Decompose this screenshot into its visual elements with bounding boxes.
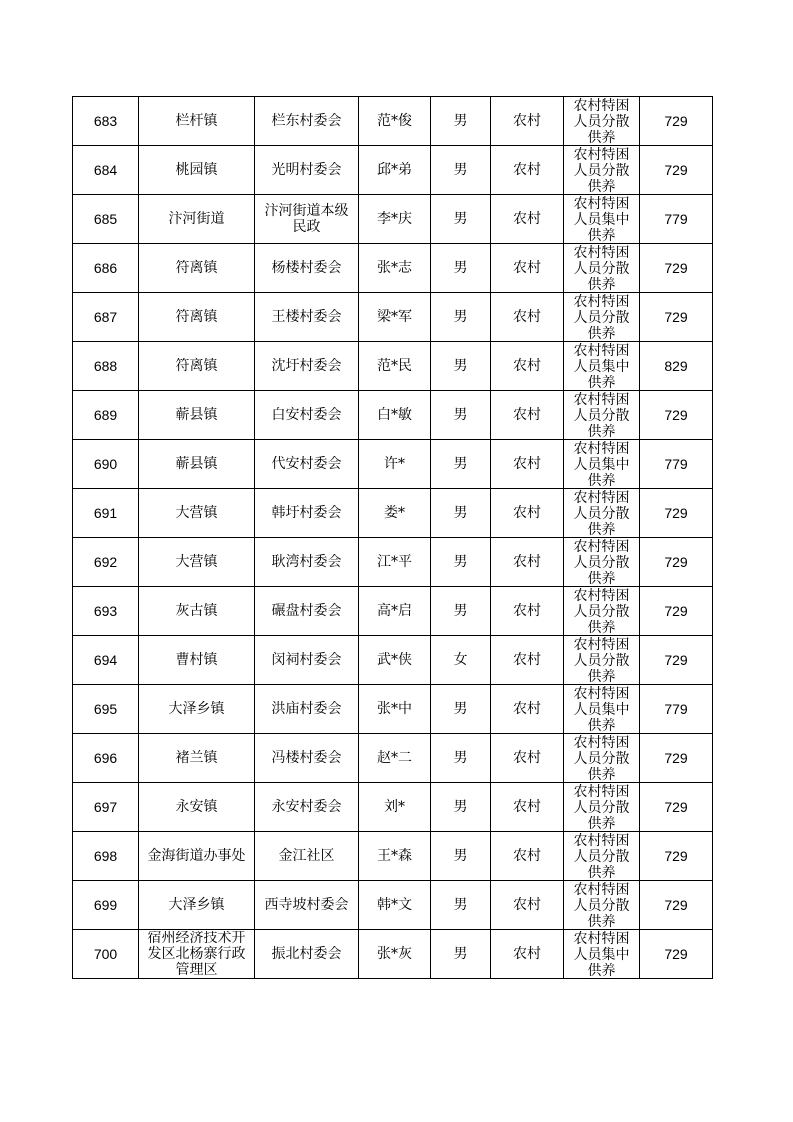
cell-village-committee-text: 韩圩村委会 [271, 505, 342, 521]
cell-support-type-text: 农村特困人员分散供养 [573, 734, 630, 782]
cell-support-type-text: 农村特困人员集中供养 [573, 342, 630, 390]
cell-person-name: 许* [359, 440, 431, 489]
cell-village-committee [255, 881, 359, 930]
cell-township [139, 342, 255, 391]
cell-support-type [564, 636, 640, 685]
cell-township-text: 大泽乡镇 [168, 897, 225, 913]
cell-township-text: 符离镇 [175, 358, 218, 374]
table-row [73, 538, 713, 587]
cell-person-name: 娄* [359, 489, 431, 538]
table-row [73, 881, 713, 930]
cell-area-type: 农村 [491, 734, 564, 783]
cell-support-type-text: 农村特困人员分散供养 [573, 636, 630, 684]
cell-support-type-text: 农村特困人员分散供养 [573, 881, 630, 929]
cell-support-type-text: 农村特困人员分散供养 [573, 146, 630, 194]
cell-amount: 729 [640, 881, 713, 930]
cell-area-type: 农村 [491, 146, 564, 195]
cell-support-type [564, 195, 640, 244]
cell-support-type [564, 146, 640, 195]
cell-serial-number: 689 [73, 391, 139, 440]
cell-village-committee [255, 97, 359, 146]
cell-serial-number: 688 [73, 342, 139, 391]
cell-village-committee-text: 永安村委会 [271, 799, 342, 815]
cell-amount: 779 [640, 440, 713, 489]
cell-township [139, 734, 255, 783]
cell-village-committee-text: 闵祠村委会 [271, 652, 342, 668]
cell-village-committee-text: 沈圩村委会 [271, 358, 342, 374]
cell-support-type [564, 391, 640, 440]
cell-support-type-text: 农村特困人员分散供养 [573, 391, 630, 439]
cell-support-type-text: 农村特困人员集中供养 [573, 685, 630, 733]
cell-amount: 729 [640, 293, 713, 342]
cell-gender: 男 [431, 391, 491, 440]
table-row [73, 636, 713, 685]
table-row [73, 195, 713, 244]
cell-serial-number: 686 [73, 244, 139, 293]
cell-support-type-text: 农村特困人员分散供养 [573, 832, 630, 880]
roster-body [73, 97, 713, 979]
cell-township [139, 832, 255, 881]
table-row [73, 293, 713, 342]
cell-serial-number: 690 [73, 440, 139, 489]
cell-gender: 男 [431, 881, 491, 930]
cell-village-committee [255, 685, 359, 734]
table-row [73, 97, 713, 146]
cell-village-committee [255, 538, 359, 587]
cell-support-type-text: 农村特困人员分散供养 [573, 489, 630, 537]
cell-township-text: 大营镇 [175, 554, 218, 570]
cell-township-text: 永安镇 [175, 799, 218, 815]
cell-village-committee-text: 耿湾村委会 [271, 554, 342, 570]
cell-support-type-text: 农村特困人员分散供养 [573, 538, 630, 586]
cell-township-text: 汴河街道 [168, 211, 225, 227]
cell-area-type: 农村 [491, 244, 564, 293]
cell-support-type [564, 440, 640, 489]
cell-village-committee [255, 636, 359, 685]
cell-gender: 男 [431, 146, 491, 195]
cell-area-type: 农村 [491, 881, 564, 930]
cell-area-type: 农村 [491, 440, 564, 489]
cell-serial-number: 692 [73, 538, 139, 587]
table-row [73, 832, 713, 881]
cell-support-type [564, 734, 640, 783]
cell-gender: 男 [431, 244, 491, 293]
cell-village-committee-text: 光明村委会 [271, 162, 342, 178]
cell-township [139, 97, 255, 146]
cell-village-committee-text: 西寺坡村委会 [264, 897, 349, 913]
cell-township-text: 符离镇 [175, 260, 218, 276]
cell-person-name: 张*中 [359, 685, 431, 734]
cell-support-type [564, 342, 640, 391]
cell-amount: 729 [640, 783, 713, 832]
cell-serial-number: 697 [73, 783, 139, 832]
cell-person-name: 武*侠 [359, 636, 431, 685]
table-row [73, 391, 713, 440]
cell-village-committee [255, 195, 359, 244]
cell-amount: 729 [640, 587, 713, 636]
cell-serial-number: 695 [73, 685, 139, 734]
cell-support-type-text: 农村特困人员分散供养 [573, 587, 630, 635]
cell-village-committee [255, 440, 359, 489]
table-row [73, 783, 713, 832]
cell-township [139, 391, 255, 440]
cell-gender: 男 [431, 587, 491, 636]
table-row [73, 440, 713, 489]
cell-area-type: 农村 [491, 832, 564, 881]
cell-serial-number: 684 [73, 146, 139, 195]
cell-village-committee [255, 783, 359, 832]
cell-township-text: 宿州经济技术开发区北杨寨行政管理区 [147, 930, 246, 978]
cell-village-committee-text: 碾盘村委会 [271, 603, 342, 619]
cell-gender: 男 [431, 195, 491, 244]
cell-amount: 729 [640, 538, 713, 587]
cell-gender: 男 [431, 685, 491, 734]
cell-support-type-text: 农村特困人员分散供养 [573, 293, 630, 341]
cell-serial-number: 696 [73, 734, 139, 783]
cell-area-type: 农村 [491, 391, 564, 440]
cell-gender: 男 [431, 930, 491, 979]
cell-township-text: 金海街道办事处 [147, 848, 246, 864]
cell-serial-number: 698 [73, 832, 139, 881]
table-row [73, 734, 713, 783]
cell-village-committee-text: 杨楼村委会 [271, 260, 342, 276]
cell-support-type [564, 587, 640, 636]
cell-area-type: 农村 [491, 97, 564, 146]
cell-township-text: 曹村镇 [175, 652, 218, 668]
cell-person-name: 邱*弟 [359, 146, 431, 195]
cell-person-name: 高*启 [359, 587, 431, 636]
cell-support-type [564, 783, 640, 832]
cell-support-type-text: 农村特困人员分散供养 [573, 97, 630, 145]
cell-person-name: 范*民 [359, 342, 431, 391]
cell-township-text: 蕲县镇 [175, 407, 218, 423]
cell-area-type: 农村 [491, 587, 564, 636]
cell-support-type [564, 293, 640, 342]
cell-amount: 779 [640, 685, 713, 734]
table-row [73, 930, 713, 979]
cell-serial-number: 700 [73, 930, 139, 979]
cell-area-type: 农村 [491, 685, 564, 734]
cell-area-type: 农村 [491, 636, 564, 685]
cell-amount: 729 [640, 832, 713, 881]
cell-village-committee [255, 391, 359, 440]
cell-person-name: 王*森 [359, 832, 431, 881]
cell-serial-number: 691 [73, 489, 139, 538]
cell-township-text: 大营镇 [175, 505, 218, 521]
cell-person-name: 白*敏 [359, 391, 431, 440]
cell-amount: 729 [640, 146, 713, 195]
cell-person-name: 刘* [359, 783, 431, 832]
cell-support-type [564, 685, 640, 734]
cell-township [139, 293, 255, 342]
cell-village-committee [255, 734, 359, 783]
cell-serial-number: 694 [73, 636, 139, 685]
cell-township-text: 灰古镇 [175, 603, 218, 619]
cell-township [139, 146, 255, 195]
cell-gender: 男 [431, 97, 491, 146]
roster-table [72, 96, 713, 979]
cell-area-type: 农村 [491, 783, 564, 832]
cell-gender: 男 [431, 538, 491, 587]
cell-support-type [564, 97, 640, 146]
cell-support-type [564, 489, 640, 538]
cell-township-text: 蕲县镇 [175, 456, 218, 472]
cell-village-committee [255, 930, 359, 979]
cell-village-committee-text: 栏东村委会 [271, 113, 342, 129]
cell-gender: 男 [431, 783, 491, 832]
cell-person-name: 张*灰 [359, 930, 431, 979]
table-row [73, 489, 713, 538]
cell-serial-number: 683 [73, 97, 139, 146]
cell-gender: 男 [431, 440, 491, 489]
cell-person-name: 张*志 [359, 244, 431, 293]
cell-township [139, 440, 255, 489]
cell-person-name: 江*平 [359, 538, 431, 587]
cell-area-type: 农村 [491, 930, 564, 979]
cell-serial-number: 693 [73, 587, 139, 636]
cell-serial-number: 687 [73, 293, 139, 342]
cell-township [139, 636, 255, 685]
cell-support-type [564, 881, 640, 930]
cell-person-name: 赵*二 [359, 734, 431, 783]
cell-village-committee-text: 洪庙村委会 [271, 701, 342, 717]
cell-township [139, 489, 255, 538]
cell-amount: 729 [640, 734, 713, 783]
table-row [73, 342, 713, 391]
table-row [73, 146, 713, 195]
cell-village-committee-text: 代安村委会 [271, 456, 342, 472]
cell-township-text: 大泽乡镇 [168, 701, 225, 717]
cell-gender: 男 [431, 734, 491, 783]
cell-village-committee [255, 146, 359, 195]
cell-serial-number: 699 [73, 881, 139, 930]
cell-village-committee-text: 白安村委会 [271, 407, 342, 423]
cell-village-committee [255, 489, 359, 538]
cell-support-type-text: 农村特困人员集中供养 [573, 195, 630, 243]
cell-township [139, 930, 255, 979]
cell-village-committee-text: 汴河街道本级民政 [264, 203, 349, 235]
cell-support-type-text: 农村特困人员分散供养 [573, 244, 630, 292]
cell-serial-number: 685 [73, 195, 139, 244]
cell-township [139, 244, 255, 293]
cell-support-type-text: 农村特困人员集中供养 [573, 930, 630, 978]
cell-gender: 男 [431, 342, 491, 391]
table-row [73, 685, 713, 734]
cell-person-name: 梁*军 [359, 293, 431, 342]
cell-support-type-text: 农村特困人员分散供养 [573, 783, 630, 831]
cell-township [139, 881, 255, 930]
cell-village-committee-text: 振北村委会 [271, 946, 342, 962]
cell-township [139, 783, 255, 832]
cell-support-type [564, 930, 640, 979]
cell-township-text: 桃园镇 [175, 162, 218, 178]
cell-gender: 男 [431, 832, 491, 881]
cell-gender: 男 [431, 293, 491, 342]
cell-person-name: 韩*文 [359, 881, 431, 930]
cell-area-type: 农村 [491, 342, 564, 391]
cell-area-type: 农村 [491, 195, 564, 244]
cell-village-committee [255, 293, 359, 342]
cell-area-type: 农村 [491, 489, 564, 538]
cell-township-text: 符离镇 [175, 309, 218, 325]
cell-township [139, 195, 255, 244]
cell-township [139, 587, 255, 636]
cell-amount: 729 [640, 489, 713, 538]
cell-amount: 729 [640, 930, 713, 979]
cell-amount: 729 [640, 391, 713, 440]
cell-support-type [564, 538, 640, 587]
cell-amount: 729 [640, 97, 713, 146]
cell-village-committee [255, 832, 359, 881]
cell-area-type: 农村 [491, 538, 564, 587]
cell-support-type-text: 农村特困人员集中供养 [573, 440, 630, 488]
cell-gender: 男 [431, 489, 491, 538]
cell-village-committee [255, 587, 359, 636]
cell-township [139, 538, 255, 587]
cell-amount: 729 [640, 636, 713, 685]
cell-township [139, 685, 255, 734]
cell-person-name: 李*庆 [359, 195, 431, 244]
cell-village-committee-text: 金江社区 [278, 848, 335, 864]
cell-village-committee-text: 冯楼村委会 [271, 750, 342, 766]
cell-township-text: 栏杆镇 [175, 113, 218, 129]
table-row [73, 244, 713, 293]
cell-support-type [564, 244, 640, 293]
cell-amount: 779 [640, 195, 713, 244]
cell-amount: 729 [640, 244, 713, 293]
cell-village-committee [255, 342, 359, 391]
table-row [73, 587, 713, 636]
cell-area-type: 农村 [491, 293, 564, 342]
cell-support-type [564, 832, 640, 881]
cell-village-committee [255, 244, 359, 293]
cell-gender: 女 [431, 636, 491, 685]
cell-township-text: 褚兰镇 [175, 750, 218, 766]
cell-person-name: 范*俊 [359, 97, 431, 146]
cell-village-committee-text: 王楼村委会 [271, 309, 342, 325]
cell-amount: 829 [640, 342, 713, 391]
